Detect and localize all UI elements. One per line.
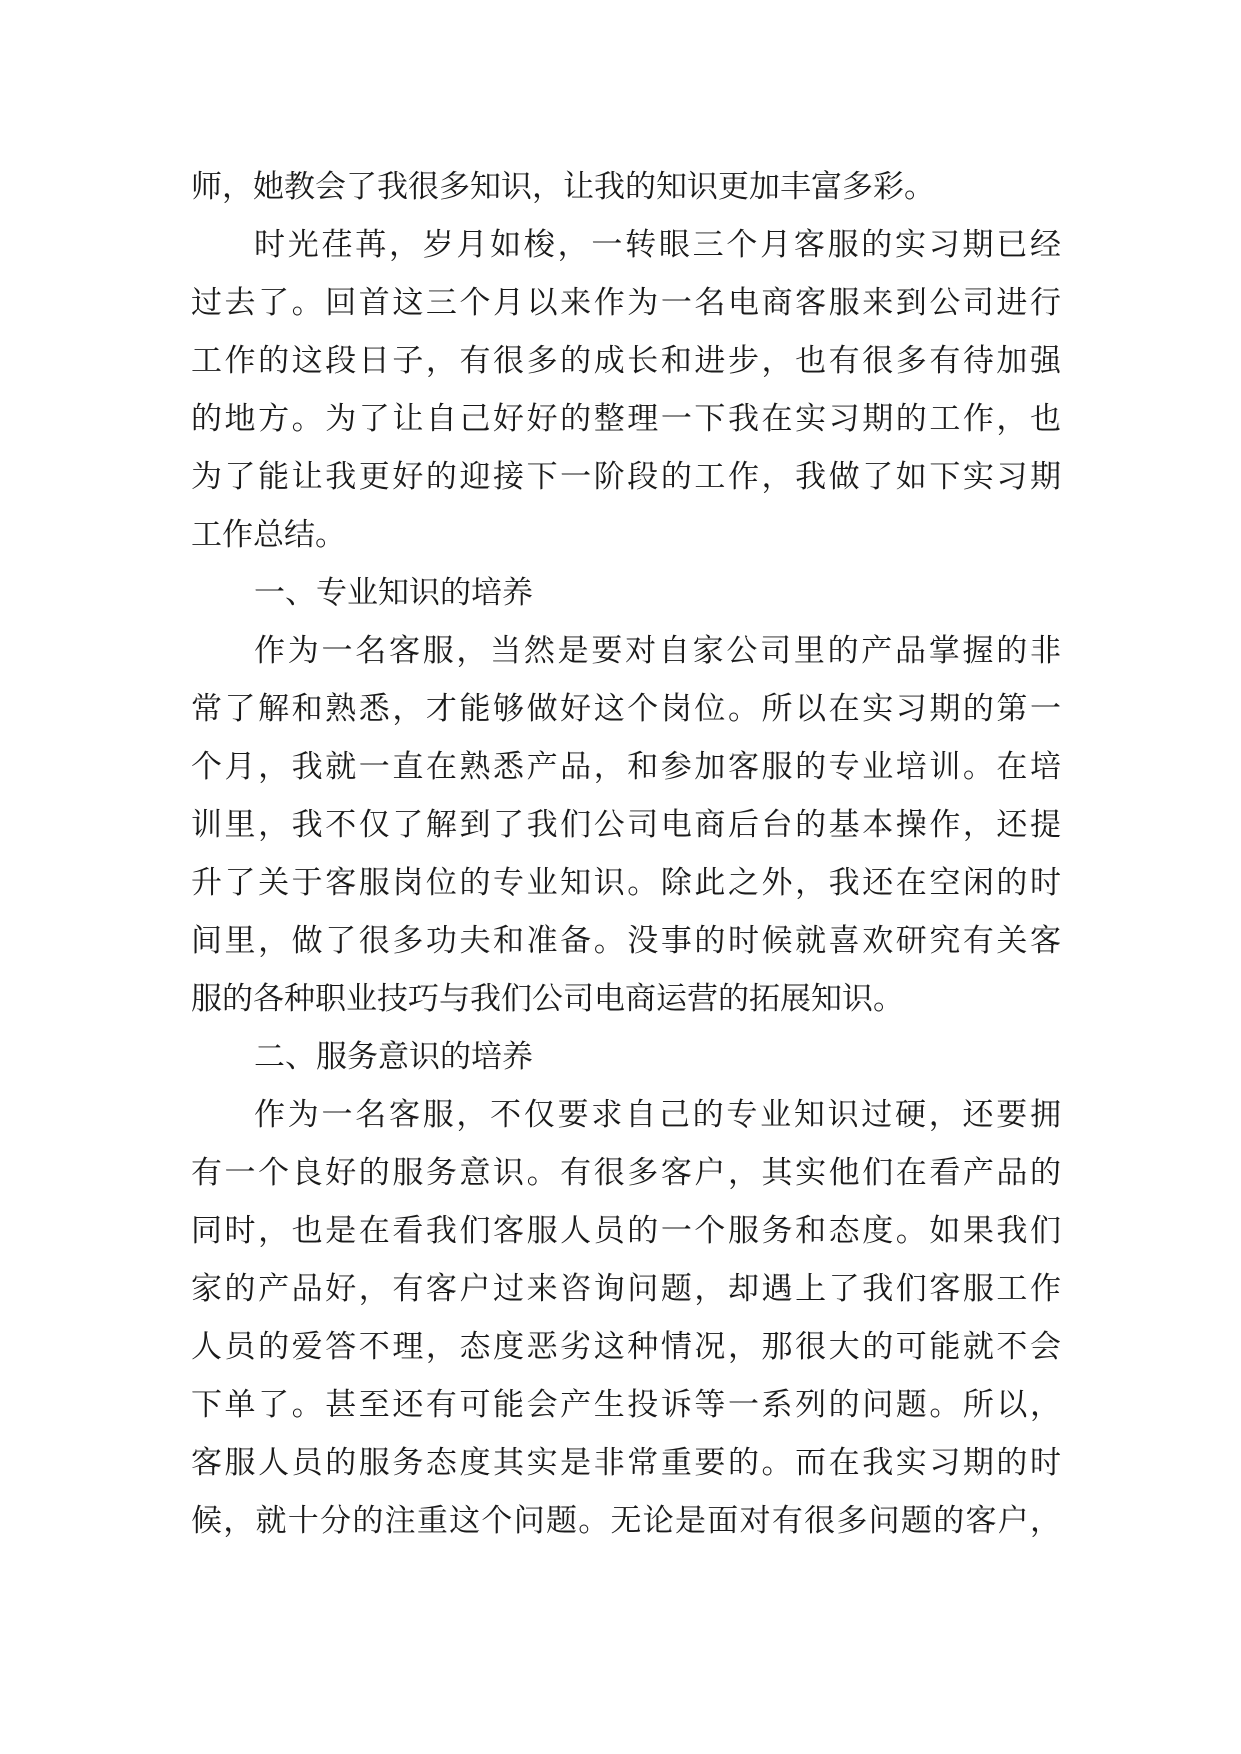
text-line: 工作的这段日子，有很多的成长和进步，也有很多有待加强 <box>191 343 1061 379</box>
paragraph-start-line: 作为一名客服，不仅要求自己的专业知识过硬，还要拥 <box>254 1097 1061 1133</box>
text-line: 服的各种职业技巧与我们公司电商运营的拓展知识。 <box>191 981 904 1017</box>
section-heading: 二、服务意识的培养 <box>254 1039 533 1075</box>
text-line: 有一个良好的服务意识。有很多客户，其实他们在看产品的 <box>191 1155 1061 1191</box>
body-text <box>191 158 1061 1550</box>
text-line: 的地方。为了让自己好好的整理一下我在实习期的工作，也 <box>191 401 1061 437</box>
text-line: 家的产品好，有客户过来咨询问题，却遇上了我们客服工作 <box>191 1271 1061 1307</box>
text-line: 人员的爱答不理，态度恶劣这种情况，那很大的可能就不会 <box>191 1329 1061 1365</box>
paragraph-start-line: 时光荏苒，岁月如梭，一转眼三个月客服的实习期已经 <box>254 227 1061 263</box>
text-line: 常了解和熟悉，才能够做好这个岗位。所以在实习期的第一 <box>191 691 1061 727</box>
text-line: 为了能让我更好的迎接下一阶段的工作，我做了如下实习期 <box>191 459 1061 495</box>
text-line: 间里，做了很多功夫和准备。没事的时候就喜欢研究有关客 <box>191 923 1061 959</box>
text-line: 升了关于客服岗位的专业知识。除此之外，我还在空闲的时 <box>191 865 1061 901</box>
text-line: 师，她教会了我很多知识，让我的知识更加丰富多彩。 <box>191 169 935 205</box>
text-line: 候，就十分的注重这个问题。无论是面对有很多问题的客户， <box>191 1503 1061 1539</box>
text-line: 下单了。甚至还有可能会产生投诉等一系列的问题。所以， <box>191 1387 1061 1423</box>
text-line: 工作总结。 <box>191 517 346 553</box>
text-line: 过去了。回首这三个月以来作为一名电商客服来到公司进行 <box>191 285 1061 321</box>
text-line: 个月，我就一直在熟悉产品，和参加客服的专业培训。在培 <box>191 749 1061 785</box>
paragraph-start-line: 作为一名客服，当然是要对自家公司里的产品掌握的非 <box>254 633 1061 669</box>
section-heading: 一、专业知识的培养 <box>254 575 533 611</box>
text-line: 同时，也是在看我们客服人员的一个服务和态度。如果我们 <box>191 1213 1061 1249</box>
text-line: 训里，我不仅了解到了我们公司电商后台的基本操作，还提 <box>191 807 1061 843</box>
text-line: 客服人员的服务态度其实是非常重要的。而在我实习期的时 <box>191 1445 1061 1481</box>
